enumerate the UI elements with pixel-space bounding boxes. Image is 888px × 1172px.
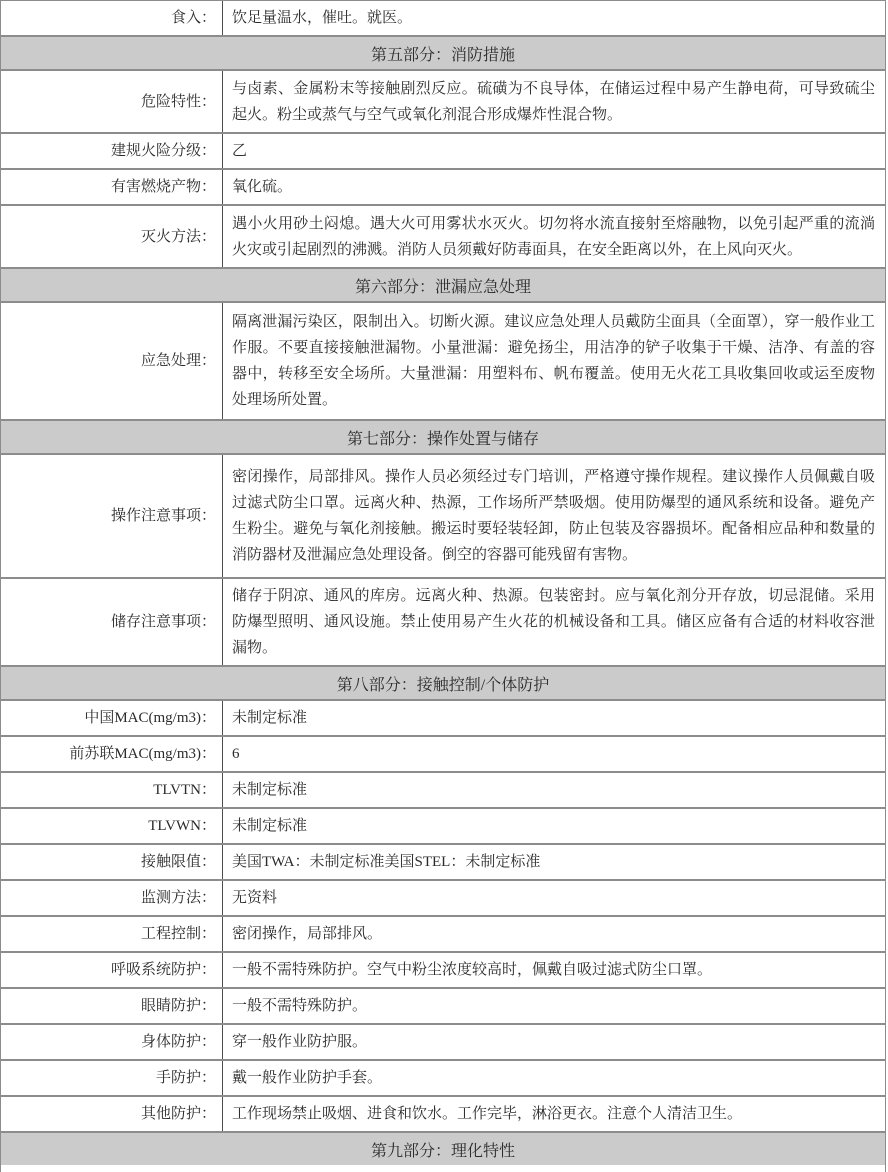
table-row (1, 809, 885, 845)
row-label: 接触限值： (1, 845, 223, 879)
row-label: 眼睛防护： (1, 989, 223, 1023)
table-row (1, 917, 885, 953)
row-label: 有害燃烧产物： (1, 170, 223, 204)
row-label: 应急处理： (1, 303, 223, 419)
row-label: 工程控制： (1, 917, 223, 951)
table-row (1, 170, 885, 206)
row-value (223, 1, 885, 35)
row-value-text: 美国TWA：未制定标准美国STEL：未制定标准 (232, 854, 541, 870)
row-label: 身体防护： (1, 1025, 223, 1059)
table-row (1, 737, 885, 773)
table-row (1, 845, 885, 881)
row-value (223, 579, 885, 665)
row-value-text: 未制定标准 (232, 710, 308, 726)
section-title: 第五部分：消防措施 (370, 46, 515, 64)
row-value (223, 170, 885, 204)
row-label: 建规火险分级： (1, 134, 223, 168)
row-value-text: 戴一般作业防护手套。 (232, 1070, 383, 1086)
row-label: TLVWN： (1, 809, 223, 843)
row-value (223, 134, 885, 168)
row-label: 呼吸系统防护： (1, 953, 223, 987)
section-header (1, 269, 885, 303)
table-row (1, 881, 885, 917)
row-value-text: 无资料 (232, 890, 278, 906)
section-title: 第九部分：理化特性 (370, 1142, 515, 1160)
table-row (1, 1097, 885, 1133)
row-value-text: 穿一般作业防护服。 (232, 1034, 368, 1050)
row-value-text: 未制定标准 (232, 818, 308, 834)
row-value (223, 1025, 885, 1059)
table-row (1, 303, 885, 421)
row-value (223, 953, 885, 987)
section-header (1, 667, 885, 701)
row-value-text: 遇小火用砂土闷熄。遇大火可用雾状水灭火。切勿将水流直接射至熔融物，以免引起严重的流淌火灾或引起剧烈的沸溅。消防人员须戴好防毒面具，在安全距离以外，在上风向灭火。 (232, 215, 875, 258)
row-value (223, 989, 885, 1023)
row-label: 灭火方法： (1, 206, 223, 267)
row-label: 操作注意事项： (1, 455, 223, 577)
section-header (1, 37, 885, 71)
row-value (223, 737, 885, 771)
table-row (1, 953, 885, 989)
row-label: 储存注意事项： (1, 579, 223, 665)
table-row (1, 1025, 885, 1061)
row-value-text: 密闭操作，局部排风。操作人员必须经过专门培训，严格遵守操作规程。建议操作人员佩戴自吸过滤式防尘口罩。远离火种、热源，工作场所严禁吸烟。使用防爆型的通风系统和设备。避免产生粉尘。避免与氧化剂接触。搬运时要轻装轻卸，防止包装及容器损坏。配备相应品种和数量的消防器材及泄漏应急处理设备。倒空的容器可能残留有害物。 (232, 469, 875, 563)
table-row (1, 579, 885, 667)
row-value (223, 881, 885, 915)
table-row (1, 1, 885, 37)
table-row (1, 134, 885, 170)
row-value-text: 密闭操作，局部排风。 (232, 926, 383, 942)
row-value (223, 303, 885, 419)
row-value (223, 1061, 885, 1095)
row-label: 中国MAC(mg/m3)： (1, 701, 223, 735)
section-header (1, 1133, 885, 1165)
row-value (223, 809, 885, 843)
row-value-text: 工作现场禁止吸烟、进食和饮水。工作完毕，淋浴更衣。注意个人清洁卫生。 (232, 1106, 743, 1122)
row-value (223, 845, 885, 879)
row-value-text: 一般不需特殊防护。 (232, 998, 368, 1014)
row-value (223, 455, 885, 577)
row-value-text: 氧化硫。 (232, 179, 293, 195)
row-value (223, 701, 885, 735)
row-value (223, 917, 885, 951)
section-title: 第八部分：接触控制/个体防护 (336, 676, 550, 694)
table-row (1, 455, 885, 579)
table-row (1, 1061, 885, 1097)
row-value (223, 71, 885, 132)
table-row (1, 773, 885, 809)
row-value-text: 储存于阴凉、通风的库房。远离火种、热源。包装密封。应与氧化剂分开存放，切忌混储。采用防爆型照明、通风设施。禁止使用易产生火花的机械设备和工具。储区应备有合适的材料收容泄漏物。 (232, 588, 875, 656)
section-title: 第七部分：操作处置与储存 (346, 430, 539, 448)
row-value (223, 773, 885, 807)
table-row (1, 989, 885, 1025)
row-label: TLVTN： (1, 773, 223, 807)
section-title: 第六部分：泄漏应急处理 (354, 278, 531, 296)
row-value-text: 隔离泄漏污染区，限制出入。切断火源。建议应急处理人员戴防尘面具（全面罩），穿一般作业工作服。不要直接接触泄漏物。小量泄漏：避免扬尘，用洁净的铲子收集于干燥、洁净、有盖的容器中，转移至安全场所。大量泄漏：用塑料布、帆布覆盖。使用无火花工具收集回收或运至废物处理场所处置。 (232, 314, 875, 408)
row-label: 危险特性： (1, 71, 223, 132)
table-row (1, 71, 885, 134)
row-label: 前苏联MAC(mg/m3)： (1, 737, 223, 771)
row-value-text: 一般不需特殊防护。空气中粉尘浓度较高时，佩戴自吸过滤式防尘口罩。 (232, 962, 713, 978)
row-label: 其他防护： (1, 1097, 223, 1131)
row-label: 手防护： (1, 1061, 223, 1095)
row-value (223, 1097, 885, 1131)
section-header (1, 421, 885, 455)
row-label: 食入： (1, 1, 223, 35)
row-value (223, 206, 885, 267)
row-value-text: 与卤素、金属粉末等接触剧烈反应。硫磺为不良导体，在储运过程中易产生静电荷，可导致硫尘起火。粉尘或蒸气与空气或氧化剂混合形成爆炸性混合物。 (232, 80, 875, 123)
row-value-text: 饮足量温水，催吐。就医。 (232, 10, 413, 26)
row-value-text: 6 (232, 746, 240, 762)
row-label: 监测方法： (1, 881, 223, 915)
row-value-text: 未制定标准 (232, 782, 308, 798)
table-row (1, 701, 885, 737)
row-value-text: 乙 (232, 143, 248, 159)
table-row (1, 206, 885, 269)
